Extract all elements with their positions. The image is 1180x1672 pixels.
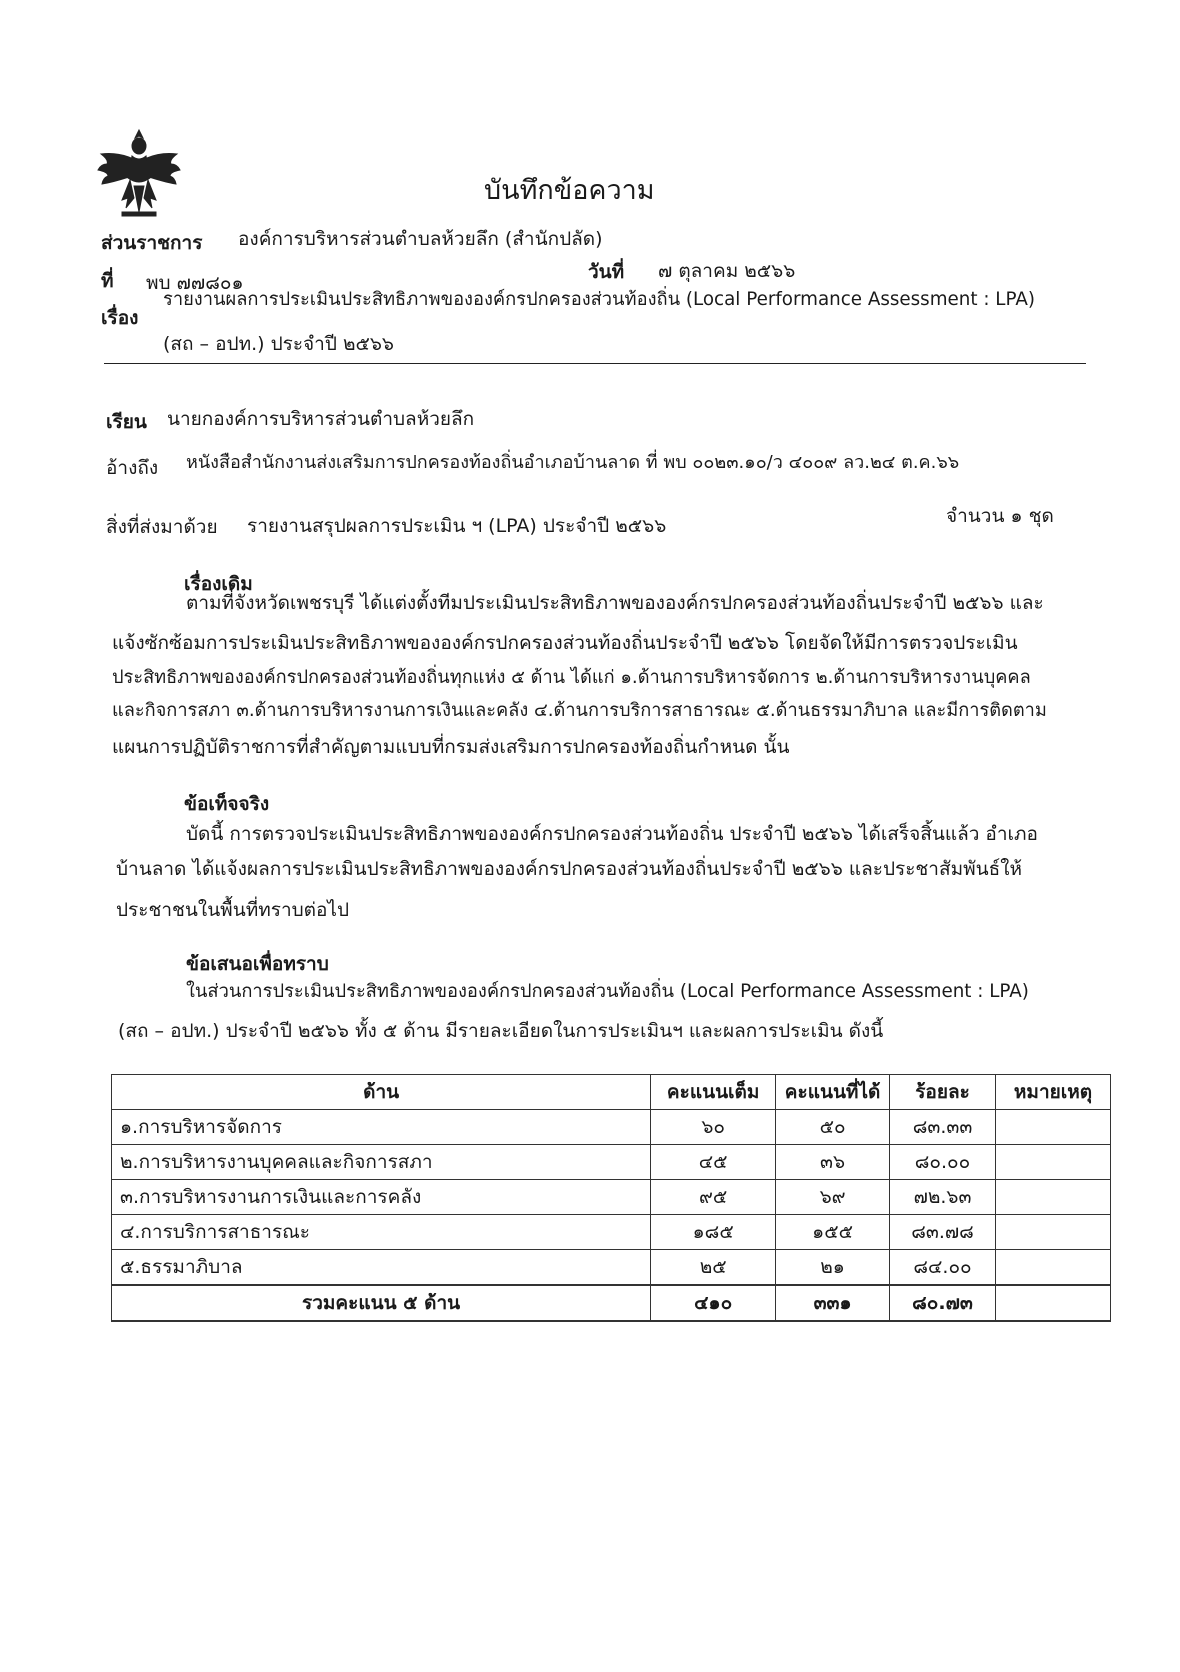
table-row	[112, 1180, 1111, 1215]
total-percent: ๘๐.๗๓	[890, 1285, 996, 1321]
header-score-obtained: คะแนนที่ได้	[776, 1075, 890, 1110]
total-full-score: ๔๑๐	[651, 1285, 776, 1321]
reference-number-label: ที่	[101, 270, 114, 292]
header-aspect: ด้าน	[112, 1075, 651, 1110]
proposal-line-1: ในส่วนการประเมินประสิทธิภาพขององค์กรปกครองส่วนท้องถิ่น (Local Performance Assessment : LPA)	[186, 981, 1029, 1002]
background-line-3: ประสิทธิภาพขององค์กรปกครองส่วนท้องถิ่นทุกแห่ง ๕ ด้าน ได้แก่ ๑.ด้านการบริหารจัดการ ๒.ด้านการบริหารงานบุคคล	[112, 667, 1031, 688]
row-percent: ๘๔.๐๐	[890, 1250, 996, 1286]
background-line-2: แจ้งซักซ้อมการประเมินประสิทธิภาพขององค์กรปกครองส่วนท้องถิ่นประจำปี ๒๕๖๖ โดยจัดให้มีการตรวจประเมิน	[112, 632, 1018, 654]
row-score-obtained: ๑๕๕	[776, 1215, 890, 1250]
row-score-obtained: ๓๖	[776, 1145, 890, 1180]
header-percent: ร้อยละ	[890, 1075, 996, 1110]
table-row	[112, 1250, 1111, 1286]
background-heading: เรื่องเดิม	[184, 573, 253, 595]
row-score-obtained: ๒๑	[776, 1250, 890, 1286]
table-row	[112, 1145, 1111, 1180]
agency-label: ส่วนราชการ	[101, 232, 203, 254]
subject-line-1: รายงานผลการประเมินประสิทธิภาพขององค์กรปกครองส่วนท้องถิ่น (Local Performance Assessment : LPA)	[163, 289, 1035, 310]
memo-title: บันทึกข้อความ	[484, 175, 655, 206]
addressee-label: เรียน	[106, 411, 147, 433]
row-full-score: ๒๕	[651, 1250, 776, 1286]
background-line-4: และกิจการสภา ๓.ด้านการบริหารงานการเงินและคลัง ๔.ด้านการบริการสาธารณะ ๕.ด้านธรรมาภิบาล และมีการติดตาม	[112, 700, 1047, 721]
row-aspect: ๔.การบริการสาธารณะ	[112, 1215, 651, 1250]
row-remark	[996, 1250, 1111, 1286]
table-total-row	[112, 1285, 1111, 1321]
total-score-obtained: ๓๓๑	[776, 1285, 890, 1321]
reference-number-value: พบ ๗๗๘๐๑	[146, 272, 244, 294]
header-remark: หมายเหตุ	[996, 1075, 1111, 1110]
row-full-score: ๔๕	[651, 1145, 776, 1180]
enclosure-value: รายงานสรุปผลการประเมิน ฯ (LPA) ประจำปี ๒๕๖๖	[247, 515, 667, 537]
row-aspect: ๓.การบริหารงานการเงินและการคลัง	[112, 1180, 651, 1215]
header-full-score: คะแนนเต็ม	[651, 1075, 776, 1110]
total-aspect: รวมคะแนน ๕ ด้าน	[112, 1285, 651, 1321]
facts-line-3: ประชาชนในพื้นที่ทราบต่อไป	[116, 899, 350, 921]
proposal-heading: ข้อเสนอเพื่อทราบ	[186, 953, 329, 975]
row-full-score: ๖๐	[651, 1110, 776, 1145]
subject-label: เรื่อง	[101, 307, 139, 329]
date-label: วันที่	[588, 261, 625, 283]
enclosure-quantity: จำนวน ๑ ชุด	[946, 505, 1054, 527]
table-row	[112, 1215, 1111, 1250]
facts-line-2: บ้านลาด ได้แจ้งผลการประเมินประสิทธิภาพขององค์กรปกครองส่วนท้องถิ่นประจำปี ๒๕๖๖ และประชาสัมพันธ์ให้	[116, 858, 1023, 880]
row-remark	[996, 1215, 1111, 1250]
row-remark	[996, 1180, 1111, 1215]
row-remark	[996, 1110, 1111, 1145]
header-divider	[104, 363, 1086, 364]
row-remark	[996, 1145, 1111, 1180]
table-row	[112, 1110, 1111, 1145]
row-full-score: ๑๘๕	[651, 1215, 776, 1250]
row-percent: ๗๒.๖๓	[890, 1180, 996, 1215]
row-percent: ๘๓.๓๓	[890, 1110, 996, 1145]
table-header-row	[112, 1075, 1111, 1110]
garuda-emblem-icon	[96, 126, 182, 222]
facts-line-1: บัดนี้ การตรวจประเมินประสิทธิภาพขององค์กรปกครองส่วนท้องถิ่น ประจำปี ๒๕๖๖ ได้เสร็จสิ้นแล้ว อำเภอ	[186, 823, 1038, 845]
total-remark	[996, 1285, 1111, 1321]
facts-heading: ข้อเท็จจริง	[184, 793, 270, 815]
date-value: ๗ ตุลาคม ๒๕๖๖	[658, 260, 796, 282]
row-percent: ๘๐.๐๐	[890, 1145, 996, 1180]
background-line-1: ตามที่จังหวัดเพชรบุรี ได้แต่งตั้งทีมประเมินประสิทธิภาพขององค์กรปกครองส่วนท้องถิ่นประจำปี ๒๕๖๖ และ	[186, 592, 1044, 614]
addressee-value: นายกองค์การบริหารส่วนตำบลห้วยลึก	[167, 408, 475, 430]
row-score-obtained: ๖๙	[776, 1180, 890, 1215]
reference-value: หนังสือสำนักงานส่งเสริมการปกครองท้องถิ่นอำเภอบ้านลาด ที่ พบ ๐๐๒๓.๑๐/ว ๔๐๐๙ ลว.๒๔ ต.ค.๖๖	[186, 452, 960, 473]
row-aspect: ๑.การบริหารจัดการ	[112, 1110, 651, 1145]
row-aspect: ๕.ธรรมาภิบาล	[112, 1250, 651, 1286]
row-score-obtained: ๕๐	[776, 1110, 890, 1145]
score-table	[111, 1074, 1111, 1322]
row-full-score: ๙๕	[651, 1180, 776, 1215]
background-line-5: แผนการปฏิบัติราชการที่สำคัญตามแบบที่กรมส่งเสริมการปกครองท้องถิ่นกำหนด นั้น	[112, 736, 790, 758]
agency-value: องค์การบริหารส่วนตำบลห้วยลึก (สำนักปลัด)	[238, 228, 603, 250]
proposal-line-2: (สถ – อปท.) ประจำปี ๒๕๖๖ ทั้ง ๕ ด้าน มีรายละเอียดในการประเมินฯ และผลการประเมิน ดังนี้	[118, 1020, 884, 1042]
row-aspect: ๒.การบริหารงานบุคคลและกิจการสภา	[112, 1145, 651, 1180]
subject-line-2: (สถ – อปท.) ประจำปี ๒๕๖๖	[163, 333, 394, 355]
reference-label: อ้างถึง	[106, 457, 159, 479]
enclosure-label: สิ่งที่ส่งมาด้วย	[106, 516, 218, 538]
row-percent: ๘๓.๗๘	[890, 1215, 996, 1250]
